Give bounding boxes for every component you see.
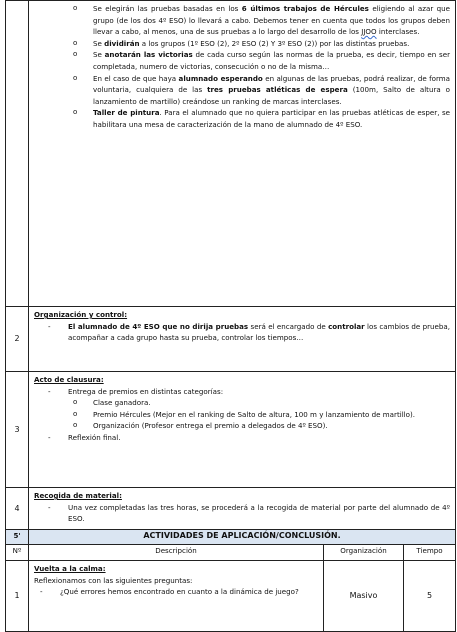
conclusion-title: Vuelta a la calma: bbox=[34, 564, 106, 573]
row-1-bullet-item bbox=[71, 73, 450, 108]
row-3-dash-2: - Reflexión final. bbox=[46, 432, 450, 444]
row-2-bullet-bold-text: controlar bbox=[328, 321, 365, 331]
activity-row-3 bbox=[6, 372, 456, 488]
row-2-description bbox=[29, 307, 456, 372]
row-1-bullet-item bbox=[71, 107, 450, 130]
col-header-desc: Descripción bbox=[29, 545, 324, 561]
row-1-bullet-item bbox=[71, 38, 450, 50]
row-4-description bbox=[29, 488, 456, 530]
row-1-bullet-text: Se elegirán las pruebas basadas en los bbox=[93, 4, 242, 13]
row-number: 1 bbox=[6, 561, 29, 632]
row-1-bullet-list bbox=[34, 3, 450, 131]
row-3-dash-1: - Entrega de premios en distintas categorías: bbox=[46, 386, 450, 398]
col-header-time: Tiempo bbox=[404, 545, 456, 561]
row-2-bullet-text: los cambios de prueba, acompañar a cada grupo hasta su prueba, controlar los tiempos… bbox=[68, 321, 451, 343]
row-number: 3 bbox=[6, 372, 29, 488]
col-header-org: Organización bbox=[324, 545, 404, 561]
row-4-title: Recogida de material: bbox=[34, 491, 122, 500]
conclusion-organization: Masivo bbox=[324, 561, 404, 632]
row-3-title: Acto de clausura: bbox=[34, 375, 104, 384]
row-1-bullet-item bbox=[71, 49, 450, 72]
row-2-bullet bbox=[46, 321, 450, 344]
activity-row-1 bbox=[6, 1, 456, 307]
row-2-title: Organización y control: bbox=[34, 310, 128, 319]
row-1-bullet-bold-text: Taller de pintura bbox=[93, 108, 160, 118]
row-3-subitems bbox=[34, 397, 450, 432]
row-2-bullet-text: será el encargado de bbox=[248, 321, 329, 331]
conclusion-question: - ¿Qué errores hemos encontrado en cuanto a la dinámica de juego? bbox=[38, 586, 318, 598]
row-number bbox=[6, 1, 29, 307]
row-1-bullet-text: interclases. bbox=[376, 27, 420, 37]
row-1-bullet-text: de cada curso según las normas de la prueba, es decir, tiempo en ser completada, numero de victorias, consecución o no de la misma… bbox=[93, 50, 451, 71]
activity-row-4 bbox=[6, 488, 456, 530]
row-1-bullet-text: Se bbox=[93, 50, 105, 60]
row-1-bullet-bold-text: 6 últimos trabajos de Hércules bbox=[241, 4, 369, 13]
activity-row-2 bbox=[6, 307, 456, 372]
row-1-bullet-bold-text: anotarán las victorias bbox=[104, 50, 193, 60]
conclusion-row-1 bbox=[6, 561, 456, 632]
row-3-subitem: o Clase ganadora. bbox=[71, 397, 450, 409]
row-number: 2 bbox=[6, 307, 29, 372]
row-3-subitem: o Premio Hércules (Mejor en el ranking de Salto de altura, 100 m y lanzamiento de martillo). bbox=[71, 409, 450, 421]
row-1-bullet-underlined-text: JJOO bbox=[361, 27, 377, 37]
row-1-bullet-text: eligiendo al azar que grupo (de los dos 4º ESO) lo llevará a cabo. Debemos tener en cuenta que todos los grupos deben llevar a cabo, al menos, una de sus pruebas a lo largo del desarrollo de los bbox=[93, 4, 451, 37]
col-header-num: Nº bbox=[6, 545, 29, 561]
row-1-bullet-text: . Para el alumnado que no quiera participar en las pruebas atléticas de esper, se habilitara una mesa de caracterización de la mano de alumnado de 4º ESO. bbox=[93, 108, 451, 129]
section-title: ACTIVIDADES DE APLICACIÓN/CONCLUSIÓN. bbox=[29, 530, 456, 545]
row-1-bullet-bold-text: dividirán bbox=[104, 38, 140, 48]
row-2-bullet-bold-text: El alumnado de 4º ESO que no dirija pruebas bbox=[68, 321, 249, 331]
row-3-description bbox=[29, 372, 456, 488]
column-header-row bbox=[6, 545, 456, 561]
row-1-bullet-item bbox=[71, 3, 450, 38]
row-1-bullet-text: (100m, Salto de altura o lanzamiento de martillo) creándose un ranking de marcas interclases. bbox=[93, 85, 451, 106]
row-3-subitem: o Organización (Profesor entrega el premio a delegados de 4º ESO). bbox=[71, 420, 450, 432]
conclusion-description bbox=[29, 561, 324, 632]
row-1-bullet-text: a los grupos (1º ESO (2), 2º ESO (2) Y 3º ESO (2)) por las distintas pruebas. bbox=[139, 38, 410, 48]
activity-table bbox=[5, 0, 456, 632]
row-number: 4 bbox=[6, 488, 29, 530]
conclusion-time: 5 bbox=[404, 561, 456, 632]
row-1-bullet-text: En el caso de que haya bbox=[93, 73, 179, 83]
row-1-bullet-text: en algunas de las pruebas, podrá realizar, de forma voluntaria, cualquiera de las bbox=[93, 73, 451, 95]
row-1-description bbox=[29, 1, 456, 307]
row-4-bullet: - Una vez completadas las tres horas, se procederá a la recogida de material por parte del alumnado de 4º ESO. bbox=[46, 502, 450, 525]
row-1-bullet-bold-text: tres pruebas atléticas de espera bbox=[207, 85, 348, 95]
row-1-bullet-bold-text: alumnado esperando bbox=[178, 73, 263, 83]
row-1-bullet-text: Se bbox=[93, 38, 105, 48]
conclusion-intro: Reflexionamos con las siguientes preguntas: bbox=[34, 575, 193, 585]
section-header-row bbox=[6, 530, 456, 545]
section-time: 5' bbox=[6, 530, 29, 545]
